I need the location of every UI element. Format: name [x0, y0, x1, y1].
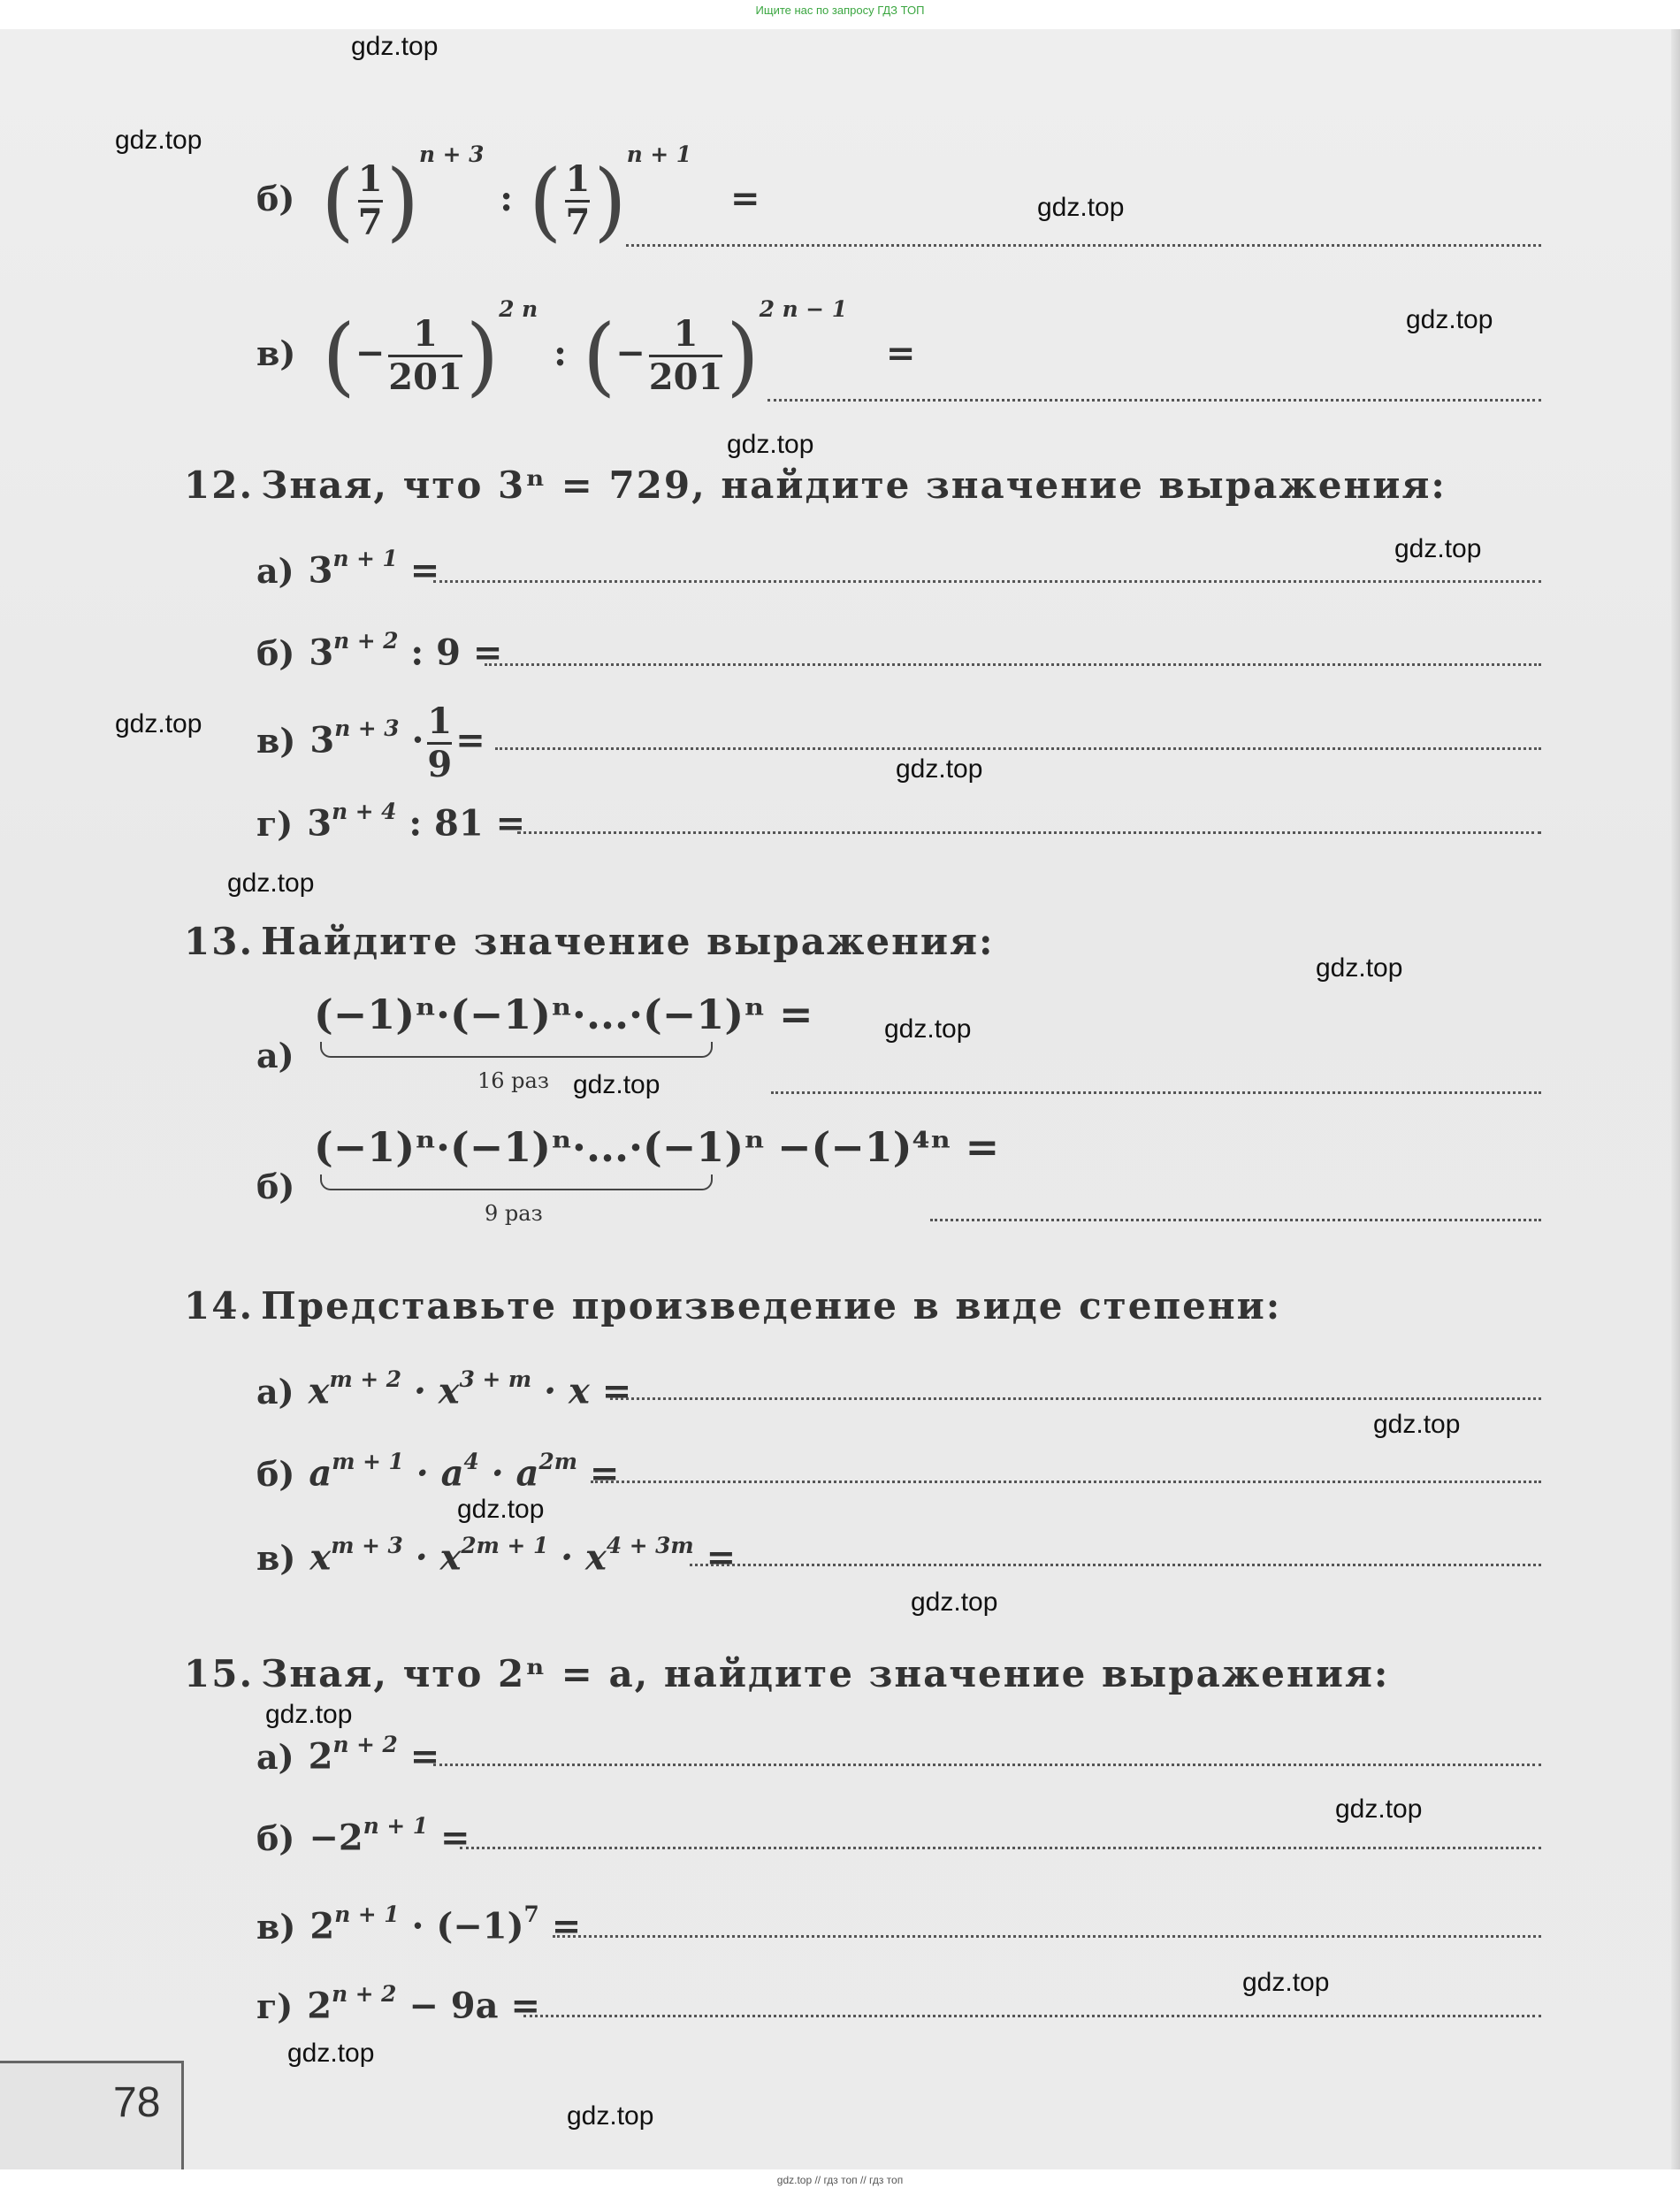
page-number: 78	[113, 2079, 161, 2126]
task13-a-expression	[314, 991, 813, 1038]
exponent: n + 2	[333, 628, 399, 654]
fraction	[565, 158, 591, 244]
task13-heading	[184, 920, 995, 963]
task15-a	[256, 1732, 439, 1778]
item-label: б)	[256, 1453, 295, 1494]
expression-rest: · a	[478, 1452, 539, 1495]
divide-sign: :	[500, 177, 514, 219]
paren-left: (	[528, 151, 562, 251]
fraction	[388, 313, 462, 399]
task13-b-expression	[314, 1123, 999, 1171]
exponent: 2 n	[499, 296, 538, 322]
answer-line[interactable]	[495, 747, 1541, 750]
bottom-banner[interactable]: gdz.top // гдз топ // гдз топ	[776, 2174, 904, 2186]
answer-line[interactable]	[771, 1091, 1541, 1094]
task15-b	[256, 1813, 470, 1859]
watermark[interactable]: gdz.top	[573, 1070, 661, 1099]
watermark[interactable]: gdz.top	[911, 1588, 998, 1617]
exponent: 4 + 3m	[606, 1533, 694, 1558]
item-label: а)	[256, 550, 294, 591]
watermark[interactable]: gdz.top	[1406, 305, 1493, 334]
exponent: 4	[463, 1449, 479, 1474]
expression-rest: · x	[402, 1536, 462, 1579]
task-title: Представьте произведение в виде степени:	[261, 1284, 1282, 1328]
exponent: n + 3	[419, 142, 485, 167]
watermark[interactable]: gdz.top	[727, 430, 814, 459]
item-label: а)	[256, 1036, 294, 1075]
expression-rest: · x	[401, 1370, 460, 1412]
base: x	[308, 1370, 330, 1412]
expression-rest: : 9 =	[398, 631, 503, 674]
task15-v	[256, 1901, 581, 1947]
fraction	[357, 158, 383, 244]
base: 2	[309, 1905, 335, 1947]
expression-rest: · x	[548, 1536, 607, 1579]
task14-a	[256, 1366, 631, 1412]
answer-line[interactable]	[460, 1847, 1541, 1849]
watermark[interactable]: gdz.top	[1394, 534, 1482, 563]
answer-line[interactable]	[485, 663, 1541, 666]
underbrace-label: 16 раз	[477, 1068, 549, 1093]
expression-rest: · a	[403, 1452, 464, 1495]
expression-rest: − 9a =	[396, 1985, 540, 2027]
exponent: 2 n − 1	[759, 296, 847, 322]
exponent: 3 + m	[459, 1366, 532, 1392]
expression: (−1)ⁿ·(−1)ⁿ·...·(−1)ⁿ =	[314, 991, 813, 1038]
exponent: n + 3	[334, 715, 400, 741]
numerator: 1	[565, 158, 591, 201]
numerator: 1	[413, 313, 438, 356]
expression-rest: =	[397, 1735, 440, 1778]
task-number: 13.	[184, 920, 255, 963]
exponent: n + 1	[332, 546, 398, 571]
answer-line[interactable]	[517, 831, 1541, 834]
expression-rest: : 81 =	[396, 802, 526, 845]
equals-sign: =	[577, 1452, 620, 1495]
task12-a	[256, 546, 439, 592]
item-label: в)	[256, 333, 296, 373]
answer-line[interactable]	[591, 1481, 1541, 1483]
watermark[interactable]: gdz.top	[1242, 1968, 1330, 1997]
paren-left: (	[322, 306, 355, 406]
equals-sign: =	[730, 177, 760, 219]
watermark[interactable]: gdz.top	[227, 868, 315, 898]
expression: (−1)ⁿ·(−1)ⁿ·...·(−1)ⁿ	[314, 1123, 765, 1171]
task-title: Зная, что 2ⁿ = a, найдите значение выражения:	[261, 1652, 1390, 1695]
minus-sign: −	[355, 332, 386, 374]
base: 2	[308, 1735, 333, 1778]
watermark[interactable]: gdz.top	[1335, 1794, 1423, 1824]
expression-tail: −(−1)⁴ⁿ =	[776, 1123, 1000, 1171]
task13-b-label	[256, 1166, 309, 1207]
expression-rest: =	[428, 1817, 470, 1859]
item-label: б)	[256, 1817, 295, 1858]
exponent: 2m + 1	[461, 1533, 549, 1558]
equals-sign: =	[693, 1536, 737, 1579]
answer-line[interactable]	[553, 1935, 1541, 1938]
base: 3	[307, 802, 332, 845]
task13-a-label	[256, 1035, 309, 1076]
denominator: 201	[388, 356, 462, 399]
base: 2	[307, 1985, 332, 2027]
watermark[interactable]: gdz.top	[265, 1700, 353, 1729]
exponent: m + 1	[332, 1449, 404, 1474]
task15-g	[256, 1981, 540, 2027]
watermark[interactable]: gdz.top	[115, 709, 202, 738]
paren-right: )	[386, 151, 420, 251]
paren-left: (	[321, 151, 355, 251]
underbrace	[320, 1042, 713, 1058]
answer-line[interactable]	[610, 1397, 1541, 1400]
numerator: 1	[357, 158, 383, 201]
numerator: 1	[673, 313, 699, 356]
item-label: г)	[256, 1986, 294, 2026]
page-edge	[1671, 29, 1680, 2169]
answer-line[interactable]	[523, 2015, 1541, 2017]
item-label: б)	[256, 632, 295, 673]
answer-line[interactable]	[767, 399, 1541, 402]
exponent: n + 2	[332, 1981, 397, 2007]
denominator: 7	[357, 202, 383, 244]
equals-sign: =	[538, 1905, 582, 1947]
minus-sign: −	[615, 332, 645, 374]
answer-line[interactable]	[433, 1764, 1541, 1766]
task12-v	[256, 700, 485, 785]
exponent: 7	[523, 1901, 539, 1927]
task12-heading	[184, 463, 1447, 507]
underbrace	[320, 1175, 713, 1190]
expression-rest: =	[397, 549, 440, 592]
watermark[interactable]: gdz.top	[115, 126, 202, 155]
answer-line[interactable]	[433, 580, 1541, 583]
expression-rest: · (−1)	[399, 1905, 524, 1947]
top-banner[interactable]: Ищите нас по запросу ГДЗ ТОП	[755, 4, 925, 17]
task12-g	[256, 799, 525, 845]
paren-right: )	[726, 306, 760, 406]
paren-right: )	[593, 151, 627, 251]
base: 3	[308, 549, 333, 592]
task14-heading	[184, 1284, 1281, 1328]
task-number: 12.	[184, 463, 255, 507]
fraction	[648, 313, 723, 399]
watermark[interactable]: gdz.top	[884, 1014, 972, 1044]
denominator: 7	[565, 202, 591, 244]
exponent: m + 2	[329, 1366, 402, 1392]
divide-sign: :	[554, 332, 567, 374]
item-label: в)	[256, 1906, 296, 1947]
task14-v	[256, 1533, 736, 1579]
task-title: Зная, что 3ⁿ = 729, найдите значение выражения:	[261, 463, 1447, 507]
answer-line[interactable]	[690, 1564, 1541, 1566]
task11-b	[256, 142, 760, 251]
exponent: n + 4	[332, 799, 397, 824]
denominator: 9	[427, 744, 453, 785]
exponent: n + 1	[626, 142, 692, 167]
item-label: а)	[256, 1371, 294, 1412]
paren-right: )	[465, 306, 500, 406]
fraction	[427, 700, 453, 785]
underbrace-label: 9 раз	[485, 1201, 543, 1226]
base: x	[309, 1536, 332, 1579]
watermark[interactable]: gdz.top	[351, 32, 439, 61]
watermark[interactable]: gdz.top	[1316, 953, 1403, 983]
watermark[interactable]: gdz.top	[896, 754, 983, 784]
item-label: б)	[256, 1167, 295, 1206]
item-label: а)	[256, 1736, 294, 1777]
base: 3	[309, 719, 335, 761]
exponent: m + 3	[331, 1533, 403, 1558]
item-label: в)	[256, 1537, 296, 1578]
watermark[interactable]: gdz.top	[1037, 193, 1125, 222]
expression-rest: · x =	[531, 1370, 632, 1412]
paren-left: (	[582, 306, 616, 406]
watermark[interactable]: gdz.top	[1373, 1410, 1461, 1439]
exponent: n + 1	[334, 1901, 400, 1927]
exponent: n + 1	[363, 1813, 429, 1839]
item-label: в)	[256, 720, 296, 761]
base: a	[309, 1452, 332, 1495]
equals-sign: =	[455, 719, 485, 761]
base: −2	[309, 1817, 363, 1859]
task12-b	[256, 628, 502, 674]
task11-v	[256, 296, 916, 406]
answer-line[interactable]	[626, 244, 1541, 247]
base: 3	[309, 631, 334, 674]
task15-heading	[184, 1652, 1389, 1695]
equals-sign: =	[885, 332, 916, 374]
watermark[interactable]: gdz.top	[287, 2039, 375, 2068]
answer-line[interactable]	[930, 1219, 1541, 1221]
watermark[interactable]: gdz.top	[567, 2101, 654, 2131]
numerator: 1	[427, 700, 453, 742]
item-label: б)	[256, 178, 295, 218]
exponent: 2m	[538, 1449, 577, 1474]
task14-b	[256, 1449, 619, 1495]
task-number: 15.	[184, 1652, 255, 1695]
task-title: Найдите значение выражения:	[261, 920, 995, 963]
item-label: г)	[256, 803, 294, 844]
exponent: n + 2	[332, 1732, 398, 1757]
watermark[interactable]: gdz.top	[457, 1495, 545, 1524]
denominator: 201	[648, 356, 723, 399]
expression-rest: ·	[399, 719, 424, 761]
task-number: 14.	[184, 1284, 255, 1328]
